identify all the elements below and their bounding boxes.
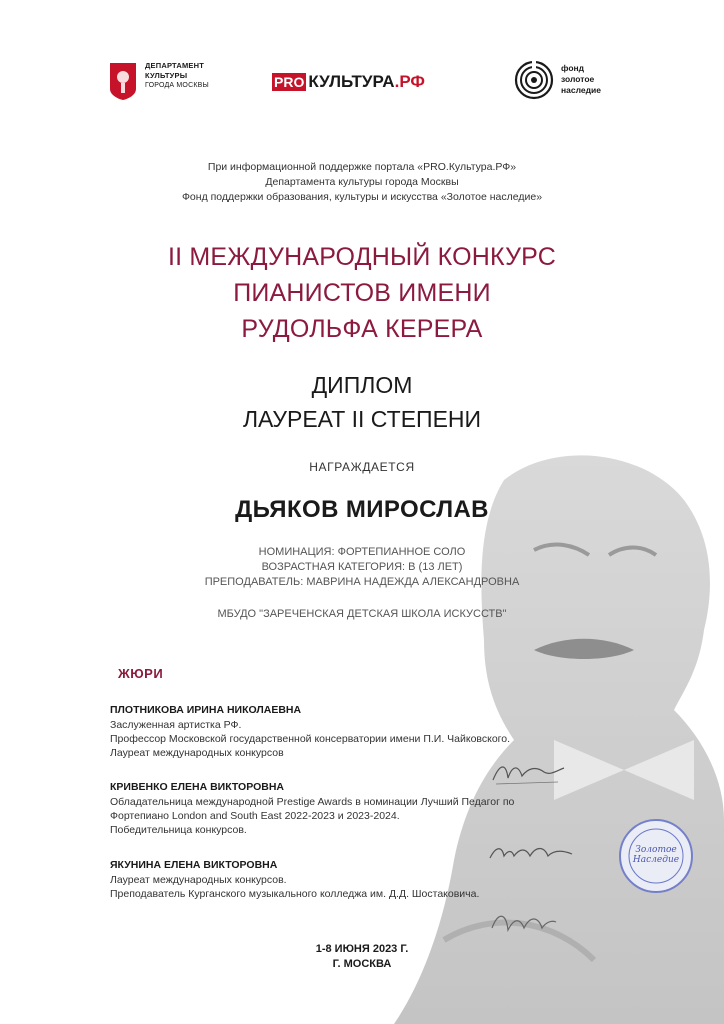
teacher: ПРЕПОДАВАТЕЛЬ: МАВРИНА НАДЕЖДА АЛЕКСАНДРОВНА bbox=[204, 576, 520, 588]
jury-member bbox=[110, 780, 610, 837]
stamp-text-line1: Золотое bbox=[635, 845, 677, 855]
fund-line1: фонд bbox=[561, 63, 585, 73]
pro-badge: PRO bbox=[274, 74, 305, 90]
department-logo-text bbox=[145, 61, 209, 91]
support-line1: При информационной поддержке портала «PRO.Культура.РФ» bbox=[207, 161, 517, 173]
jury-member-name: КРИВЕНКО ЕЛЕНА ВИКТОРОВНА bbox=[110, 781, 284, 793]
dept-line1: ДЕПАРТАМЕНТ bbox=[145, 61, 205, 70]
awarded-label: НАГРАЖДАЕТСЯ bbox=[309, 460, 415, 474]
jury-member-line: Профессор Московской государственной консерватории имени П.И. Чайковского. bbox=[110, 733, 511, 745]
support-line2: Департамента культуры города Москвы bbox=[265, 176, 459, 188]
school-name: МБУДО "ЗАРЕЧЕНСКАЯ ДЕТСКАЯ ШКОЛА ИСКУССТВ" bbox=[217, 608, 507, 620]
title-line2: ПИАНИСТОВ ИМЕНИ bbox=[233, 279, 491, 307]
jury-member bbox=[110, 703, 610, 760]
fund-logo-text bbox=[561, 63, 601, 96]
jury-member-line: Победительница конкурсов. bbox=[110, 824, 247, 836]
jury-member-line: Лауреат международных конкурсов. bbox=[110, 874, 287, 886]
signature-2 bbox=[486, 840, 576, 866]
competition-title bbox=[0, 239, 724, 347]
signature-3 bbox=[488, 908, 558, 938]
fund-line3: наследие bbox=[561, 85, 601, 95]
jury-member-line: Заслуженная артистка РФ. bbox=[110, 719, 242, 731]
diploma-line2: ЛАУРЕАТ II СТЕПЕНИ bbox=[242, 406, 482, 432]
jury-member-line: Преподаватель Курганского музыкального колледжа им. Д.Д. Шостаковича. bbox=[110, 888, 480, 900]
jury-member-line: Обладательница международной Prestige Awards в номинации Лучший Педагог по bbox=[110, 796, 515, 808]
fund-line2: золотое bbox=[561, 74, 595, 84]
jury-member-line: Лауреат международных конкурсов bbox=[110, 747, 284, 759]
nomination: НОМИНАЦИЯ: ФОРТЕПИАННОЕ СОЛО bbox=[258, 546, 466, 558]
recipient-name: ДЬЯКОВ МИРОСЛАВ bbox=[235, 496, 489, 523]
jury-member-name: ЯКУНИНА ЕЛЕНА ВИКТОРОВНА bbox=[110, 859, 278, 871]
age-category: ВОЗРАСТНАЯ КАТЕГОРИЯ: B (13 ЛЕТ) bbox=[261, 561, 463, 573]
jury-heading: ЖЮРИ bbox=[118, 666, 164, 681]
jury-member-name: ПЛОТНИКОВА ИРИНА НИКОЛАЕВНА bbox=[110, 704, 302, 716]
jury-member-line: Фортепиано London and South East 2022-2023 и 2023-2024. bbox=[110, 810, 400, 822]
title-line3: РУДОЛЬФА КЕРЕРА bbox=[241, 315, 483, 343]
diploma-heading bbox=[0, 368, 724, 436]
diploma-line1: ДИПЛОМ bbox=[311, 372, 413, 398]
signature-1 bbox=[488, 758, 568, 788]
fund-maze-icon bbox=[514, 60, 554, 100]
pro-kultura-logo bbox=[272, 69, 425, 95]
date-line1: 1-8 ИЮНЯ 2023 Г. bbox=[315, 943, 409, 955]
dept-line3: ГОРОДА МОСКВЫ bbox=[145, 82, 209, 89]
pro-text: КУЛЬТУРА bbox=[308, 72, 395, 91]
date-line2: Г. МОСКВА bbox=[332, 958, 392, 970]
moscow-emblem-icon bbox=[108, 61, 138, 101]
stamp-text-line2: Наследие bbox=[632, 855, 680, 865]
support-line3: Фонд поддержки образования, культуры и искусства «Золотое наследие» bbox=[181, 191, 543, 203]
event-date bbox=[0, 942, 724, 972]
title-line1: II МЕЖДУНАРОДНЫЙ КОНКУРС bbox=[167, 243, 557, 271]
dept-line2: КУЛЬТУРЫ bbox=[145, 71, 188, 80]
seal-stamp-icon bbox=[618, 818, 694, 894]
support-text bbox=[0, 160, 724, 205]
recipient-details bbox=[0, 545, 724, 590]
pro-suffix: .РФ bbox=[394, 72, 425, 91]
